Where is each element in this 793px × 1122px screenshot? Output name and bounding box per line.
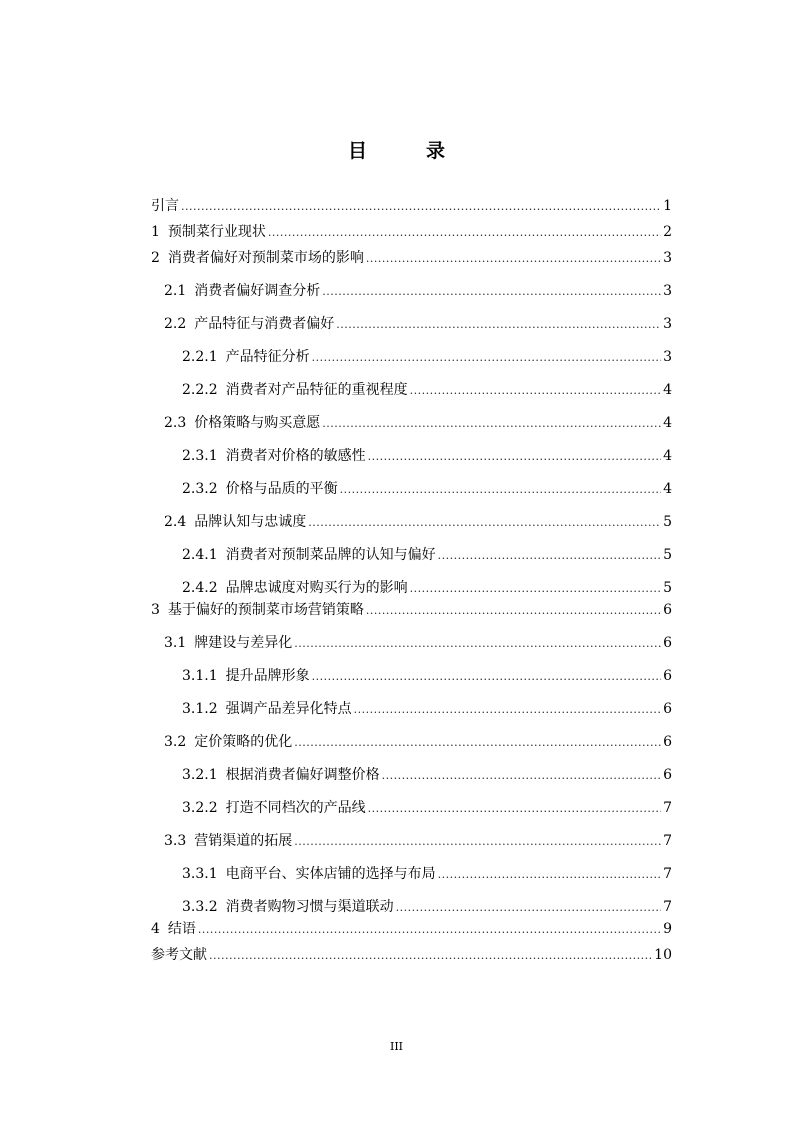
toc-entry-page: 1: [663, 198, 672, 214]
toc-entry-heading: [164, 315, 334, 333]
toc-entry[interactable]: [151, 634, 672, 653]
toc-entry-heading: [164, 634, 292, 652]
toc-entry[interactable]: [151, 546, 672, 565]
toc-entry-heading: [164, 414, 320, 432]
toc-entry-title: 消费者偏好对预制菜市场的影响: [167, 250, 364, 266]
toc-entry[interactable]: [151, 414, 672, 433]
toc-dot-leader: [438, 547, 661, 565]
toc-entry-heading: [164, 282, 320, 300]
toc-entry-page: 5: [663, 514, 672, 530]
toc-entry-title: 价格策略与购买意愿: [194, 415, 321, 431]
toc-entry-title: 定价策略的优化: [194, 734, 293, 750]
toc-dot-leader: [312, 349, 661, 367]
toc-entry-heading: [151, 223, 266, 241]
toc-entry-title: 营销渠道的拓展: [194, 833, 293, 849]
toc-dot-leader: [410, 580, 661, 598]
toc-entry-number: 3.1.2: [182, 701, 218, 717]
toc-entry-heading: [182, 546, 436, 564]
toc-entry-title: 消费者偏好调查分析: [194, 283, 321, 299]
toc-entry-heading: [151, 249, 364, 267]
toc-entry[interactable]: [151, 447, 672, 466]
toc-entry-title: 预制菜行业现状: [167, 224, 266, 240]
toc-entry-page: 6: [663, 734, 672, 750]
toc-entry-title: 品牌忠诚度对购买行为的影响: [225, 580, 408, 596]
toc-entry-heading: [182, 348, 310, 366]
toc-entry-number: 3.2.2: [182, 800, 218, 816]
toc-entry[interactable]: [151, 223, 672, 242]
toc-entry-number: 2.3: [164, 415, 187, 431]
toc-entry-page: 5: [663, 580, 672, 596]
toc-dot-leader: [312, 668, 661, 686]
toc-entry[interactable]: [151, 513, 672, 532]
toc-entry[interactable]: [151, 282, 672, 301]
toc-entry[interactable]: [151, 865, 672, 884]
toc-dot-leader: [181, 198, 661, 216]
toc-list: [151, 197, 672, 979]
toc-entry-heading: [182, 447, 366, 465]
toc-entry-title: 产品特征分析: [225, 349, 310, 365]
toc-entry-title: 基于偏好的预制菜市场营销策略: [167, 602, 364, 618]
toc-entry-heading: [164, 832, 292, 850]
toc-entry-title: 电商平台、实体店铺的选择与布局: [225, 866, 436, 882]
toc-entry-page: 9: [663, 921, 672, 937]
toc-dot-leader: [294, 833, 661, 851]
toc-entry[interactable]: [151, 348, 672, 367]
toc-entry-number: 2.2.1: [182, 349, 218, 365]
toc-entry-heading: [182, 766, 380, 784]
toc-entry-title: 消费者对产品特征的重视程度: [225, 382, 408, 398]
toc-entry-heading: [182, 579, 408, 597]
toc-entry[interactable]: [151, 381, 672, 400]
toc-entry-number: 3.3.1: [182, 866, 218, 882]
toc-entry[interactable]: [151, 667, 672, 686]
toc-entry-page: 3: [663, 316, 672, 332]
toc-dot-leader: [396, 899, 661, 917]
toc-dot-leader: [322, 283, 661, 301]
toc-entry-page: 3: [663, 349, 672, 365]
toc-entry-page: 6: [663, 602, 672, 618]
toc-entry-number: 2.4.1: [182, 547, 218, 563]
toc-entry-title: 强调产品差异化特点: [225, 701, 352, 717]
toc-entry-page: 10: [654, 947, 672, 963]
toc-entry-number: 3.3: [164, 833, 187, 849]
toc-entry[interactable]: [151, 946, 672, 965]
toc-title: 目 录: [347, 140, 465, 162]
toc-entry-number: 3.2.1: [182, 767, 218, 783]
toc-entry-number: 3.1: [164, 635, 187, 651]
toc-entry-heading: [151, 197, 179, 215]
toc-entry-page: 4: [663, 382, 672, 398]
toc-entry-heading: [182, 480, 338, 498]
toc-entry-heading: [182, 667, 310, 685]
toc-entry[interactable]: [151, 579, 672, 598]
toc-entry-page: 7: [663, 899, 672, 915]
toc-entry-number: 3.2: [164, 734, 187, 750]
toc-entry-heading: [164, 513, 306, 531]
toc-entry-heading: [151, 946, 207, 964]
toc-entry-number: 3.1.1: [182, 668, 218, 684]
toc-entry[interactable]: [151, 700, 672, 719]
toc-dot-leader: [322, 415, 661, 433]
page-number: III: [389, 1040, 404, 1053]
toc-entry-title: 打造不同档次的产品线: [225, 800, 366, 816]
toc-entry-page: 4: [663, 448, 672, 464]
toc-entry-heading: [182, 700, 352, 718]
toc-entry-number: 4: [151, 921, 160, 937]
toc-entry-title: 根据消费者偏好调整价格: [225, 767, 380, 783]
toc-dot-leader: [294, 635, 661, 653]
toc-entry-page: 6: [663, 635, 672, 651]
toc-entry-title: 消费者购物习惯与渠道联动: [225, 899, 394, 915]
toc-entry-title: 结语: [167, 921, 196, 937]
toc-dot-leader: [198, 921, 661, 939]
toc-entry-page: 4: [663, 481, 672, 497]
toc-dot-leader: [209, 947, 652, 965]
toc-entry[interactable]: [151, 197, 672, 216]
toc-entry-number: 2.3.2: [182, 481, 218, 497]
toc-dot-leader: [354, 701, 661, 719]
toc-entry[interactable]: [151, 920, 672, 939]
toc-dot-leader: [340, 481, 661, 499]
toc-entry-page: 2: [663, 224, 672, 240]
toc-entry-page: 6: [663, 767, 672, 783]
toc-entry-number: 1: [151, 224, 160, 240]
toc-dot-leader: [336, 316, 661, 334]
toc-entry-heading: [151, 920, 196, 938]
toc-entry-title: 引言: [151, 198, 179, 214]
toc-entry-number: 3: [151, 602, 160, 618]
toc-dot-leader: [410, 382, 661, 400]
toc-dot-leader: [294, 734, 661, 752]
toc-entry-page: 3: [663, 283, 672, 299]
toc-entry-page: 6: [663, 668, 672, 684]
toc-entry-page: 3: [663, 250, 672, 266]
toc-dot-leader: [368, 448, 661, 466]
toc-entry-title: 消费者对预制菜品牌的认知与偏好: [225, 547, 436, 563]
toc-entry[interactable]: [151, 898, 672, 917]
toc-entry-title: 价格与品质的平衡: [225, 481, 338, 497]
toc-entry-title: 消费者对价格的敏感性: [225, 448, 366, 464]
toc-dot-leader: [268, 224, 661, 242]
toc-dot-leader: [366, 250, 661, 268]
toc-entry-title: 提升品牌形象: [225, 668, 310, 684]
toc-entry-title: 牌建设与差异化: [194, 635, 293, 651]
toc-entry[interactable]: [151, 601, 672, 620]
toc-entry[interactable]: [151, 249, 672, 268]
toc-entry-page: 4: [663, 415, 672, 431]
toc-entry-number: 2.1: [164, 283, 187, 299]
toc-entry-heading: [182, 381, 408, 399]
toc-entry-heading: [182, 898, 394, 916]
toc-entry-page: 7: [663, 800, 672, 816]
toc-entry-page: 7: [663, 866, 672, 882]
toc-dot-leader: [366, 602, 661, 620]
toc-entry-heading: [182, 799, 366, 817]
toc-entry-number: 2.3.1: [182, 448, 218, 464]
toc-entry-number: 2.4: [164, 514, 187, 530]
toc-entry-page: 7: [663, 833, 672, 849]
toc-entry[interactable]: [151, 799, 672, 818]
toc-entry[interactable]: [151, 315, 672, 334]
toc-entry[interactable]: [151, 766, 672, 785]
toc-entry-number: 2: [151, 250, 160, 266]
toc-entry-number: 3.3.2: [182, 899, 218, 915]
toc-entry-heading: [164, 733, 292, 751]
toc-entry-page: 6: [663, 701, 672, 717]
toc-entry-heading: [151, 601, 364, 619]
toc-entry-title: 产品特征与消费者偏好: [194, 316, 335, 332]
toc-dot-leader: [382, 767, 661, 785]
toc-entry-number: 2.2.2: [182, 382, 218, 398]
toc-entry[interactable]: [151, 733, 672, 752]
toc-entry-page: 5: [663, 547, 672, 563]
toc-entry[interactable]: [151, 480, 672, 499]
toc-entry[interactable]: [151, 832, 672, 851]
toc-entry-number: 2.2: [164, 316, 187, 332]
toc-entry-number: 2.4.2: [182, 580, 218, 596]
toc-dot-leader: [438, 866, 661, 884]
toc-entry-heading: [182, 865, 436, 883]
toc-entry-title: 品牌认知与忠诚度: [194, 514, 307, 530]
toc-dot-leader: [308, 514, 661, 532]
toc-dot-leader: [368, 800, 661, 818]
toc-entry-title: 参考文献: [151, 947, 207, 963]
